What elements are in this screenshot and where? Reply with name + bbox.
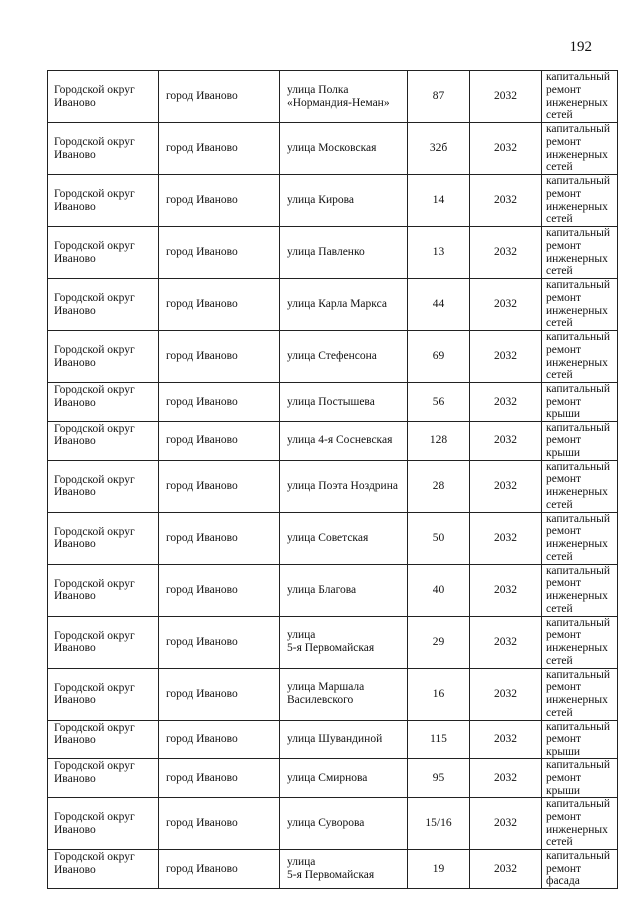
city-cell: город Иваново bbox=[159, 460, 280, 512]
city-cell: город Иваново bbox=[159, 720, 280, 759]
house-number-cell: 29 bbox=[408, 616, 470, 668]
house-number-cell: 13 bbox=[408, 227, 470, 279]
city-cell: город Иваново bbox=[159, 279, 280, 331]
work-type-cell bbox=[542, 279, 618, 331]
street-text: улица Шувандиной bbox=[287, 733, 383, 746]
okrug-cell bbox=[48, 331, 159, 383]
table-row bbox=[48, 668, 618, 720]
street-text: улица Московская bbox=[287, 142, 377, 155]
page-number: 192 bbox=[569, 39, 592, 55]
street-text: улица 5-я Первомайская bbox=[287, 629, 375, 655]
okrug-text: Городской округ Иваново bbox=[54, 188, 135, 213]
okrug-text: Городской округ Иваново bbox=[54, 84, 135, 109]
house-number-cell: 56 bbox=[408, 383, 470, 422]
street-cell bbox=[280, 616, 408, 668]
city-cell: город Иваново bbox=[159, 668, 280, 720]
year-cell: 2032 bbox=[470, 227, 542, 279]
okrug-text: Городской округ Иваново bbox=[54, 136, 135, 161]
okrug-text: Городской округ Иваново bbox=[54, 629, 135, 655]
table-row bbox=[48, 383, 618, 422]
work-type-cell bbox=[542, 71, 618, 123]
street-cell bbox=[280, 668, 408, 720]
street-text: улица Полка «Нормандия-Неман» bbox=[287, 83, 390, 109]
work-type-cell bbox=[542, 227, 618, 279]
street-text: улица Поэта Ноздрина bbox=[287, 479, 398, 492]
street-cell bbox=[280, 564, 408, 616]
okrug-cell bbox=[48, 668, 159, 720]
year-cell: 2032 bbox=[470, 798, 542, 850]
okrug-cell bbox=[48, 460, 159, 512]
street-cell bbox=[280, 331, 408, 383]
okrug-text: Городской округ Иваново bbox=[54, 384, 135, 409]
work-text: капитальный ремонт инженерных сетей bbox=[546, 668, 611, 719]
year-cell: 2032 bbox=[470, 512, 542, 564]
okrug-text: Городской округ Иваново bbox=[54, 422, 135, 448]
work-text: капитальный ремонт инженерных сетей bbox=[546, 331, 611, 382]
work-text: капитальный ремонт инженерных сетей bbox=[546, 798, 611, 849]
house-number-cell: 15/16 bbox=[408, 798, 470, 850]
okrug-text: Городской округ Иваново bbox=[54, 292, 135, 317]
okrug-cell bbox=[48, 564, 159, 616]
year-cell: 2032 bbox=[470, 759, 542, 798]
okrug-text: Городской округ Иваново bbox=[54, 721, 135, 747]
street-text: улица Смирнова bbox=[287, 771, 368, 784]
housing-repair-table bbox=[47, 70, 618, 889]
okrug-text: Городской округ Иваново bbox=[54, 760, 135, 785]
work-type-cell bbox=[542, 123, 618, 175]
street-cell bbox=[280, 460, 408, 512]
street-cell bbox=[280, 123, 408, 175]
year-cell: 2032 bbox=[470, 279, 542, 331]
work-text: капитальный ремонт инженерных сетей bbox=[546, 123, 611, 174]
work-text: капитальный ремонт крыши bbox=[546, 720, 611, 758]
street-text: улица 4-я Сосневская bbox=[287, 434, 393, 447]
year-cell: 2032 bbox=[470, 421, 542, 460]
work-text: капитальный ремонт крыши bbox=[546, 759, 611, 797]
street-text: улица 5-я Первомайская bbox=[287, 856, 375, 882]
okrug-cell bbox=[48, 421, 159, 460]
table-row bbox=[48, 720, 618, 759]
house-number-cell: 50 bbox=[408, 512, 470, 564]
year-cell: 2032 bbox=[470, 720, 542, 759]
work-type-cell bbox=[542, 564, 618, 616]
street-text: улица Карла Маркса bbox=[287, 298, 387, 311]
okrug-cell bbox=[48, 720, 159, 759]
table-row bbox=[48, 564, 618, 616]
street-cell bbox=[280, 421, 408, 460]
work-type-cell bbox=[542, 331, 618, 383]
street-cell bbox=[280, 720, 408, 759]
work-type-cell bbox=[542, 720, 618, 759]
work-type-cell bbox=[542, 616, 618, 668]
city-cell: город Иваново bbox=[159, 175, 280, 227]
year-cell: 2032 bbox=[470, 123, 542, 175]
work-text: капитальный ремонт инженерных сетей bbox=[546, 175, 611, 226]
city-cell: город Иваново bbox=[159, 798, 280, 850]
street-text: улица Стефенсона bbox=[287, 350, 377, 363]
year-cell: 2032 bbox=[470, 331, 542, 383]
work-type-cell bbox=[542, 175, 618, 227]
city-cell: город Иваново bbox=[159, 759, 280, 798]
work-type-cell bbox=[542, 798, 618, 850]
house-number-cell: 16 bbox=[408, 668, 470, 720]
house-number-cell: 69 bbox=[408, 331, 470, 383]
street-text: улица Маршала Василевского bbox=[287, 681, 365, 707]
city-cell: город Иваново bbox=[159, 564, 280, 616]
okrug-text: Городской округ Иваново bbox=[54, 811, 135, 836]
street-cell bbox=[280, 759, 408, 798]
okrug-text: Городской округ Иваново bbox=[54, 851, 135, 876]
okrug-cell bbox=[48, 279, 159, 331]
city-cell: город Иваново bbox=[159, 616, 280, 668]
street-cell bbox=[280, 175, 408, 227]
work-text: капитальный ремонт инженерных сетей bbox=[546, 71, 611, 122]
okrug-text: Городской округ Иваново bbox=[54, 240, 135, 265]
work-type-cell bbox=[542, 759, 618, 798]
street-text: улица Постышева bbox=[287, 395, 375, 408]
work-type-cell bbox=[542, 383, 618, 422]
work-text: капитальный ремонт инженерных сетей bbox=[546, 227, 611, 278]
okrug-cell bbox=[48, 175, 159, 227]
year-cell: 2032 bbox=[470, 175, 542, 227]
house-number-cell: 44 bbox=[408, 279, 470, 331]
street-cell bbox=[280, 71, 408, 123]
okrug-text: Городской округ Иваново bbox=[54, 577, 135, 603]
year-cell: 2032 bbox=[470, 616, 542, 668]
street-cell bbox=[280, 383, 408, 422]
house-number-cell: 14 bbox=[408, 175, 470, 227]
work-type-cell bbox=[542, 668, 618, 720]
street-cell bbox=[280, 512, 408, 564]
city-cell: город Иваново bbox=[159, 512, 280, 564]
street-text: улица Советская bbox=[287, 531, 369, 544]
work-text: капитальный ремонт фасада bbox=[546, 850, 611, 888]
year-cell: 2032 bbox=[470, 383, 542, 422]
table-row bbox=[48, 331, 618, 383]
work-type-cell bbox=[542, 460, 618, 512]
year-cell: 2032 bbox=[470, 564, 542, 616]
house-number-cell: 19 bbox=[408, 850, 470, 889]
street-text: улица Павленко bbox=[287, 246, 365, 259]
okrug-text: Городской округ Иваново bbox=[54, 681, 135, 707]
table-row bbox=[48, 227, 618, 279]
table-row bbox=[48, 460, 618, 512]
work-type-cell bbox=[542, 850, 618, 889]
table-row bbox=[48, 123, 618, 175]
city-cell: город Иваново bbox=[159, 71, 280, 123]
year-cell: 2032 bbox=[470, 668, 542, 720]
year-cell: 2032 bbox=[470, 850, 542, 889]
street-text: улица Благова bbox=[287, 583, 357, 596]
okrug-cell bbox=[48, 71, 159, 123]
okrug-text: Городской округ Иваново bbox=[54, 525, 135, 551]
city-cell: город Иваново bbox=[159, 331, 280, 383]
table-row bbox=[48, 175, 618, 227]
street-text: улица Кирова bbox=[287, 194, 354, 207]
work-type-cell bbox=[542, 512, 618, 564]
work-text: капитальный ремонт крыши bbox=[546, 421, 611, 459]
city-cell: город Иваново bbox=[159, 421, 280, 460]
okrug-cell bbox=[48, 123, 159, 175]
table-row bbox=[48, 279, 618, 331]
work-text: капитальный ремонт инженерных сетей bbox=[546, 279, 611, 330]
street-text: улица Суворова bbox=[287, 817, 365, 830]
table-row bbox=[48, 421, 618, 460]
work-text: капитальный ремонт инженерных сетей bbox=[546, 512, 611, 563]
table-row bbox=[48, 512, 618, 564]
okrug-cell bbox=[48, 383, 159, 422]
table-row bbox=[48, 850, 618, 889]
okrug-cell bbox=[48, 227, 159, 279]
house-number-cell: 32б bbox=[408, 123, 470, 175]
work-text: капитальный ремонт крыши bbox=[546, 383, 611, 421]
okrug-cell bbox=[48, 850, 159, 889]
work-type-cell bbox=[542, 421, 618, 460]
work-text: капитальный ремонт инженерных сетей bbox=[546, 616, 611, 667]
work-text: капитальный ремонт инженерных сетей bbox=[546, 564, 611, 615]
city-cell: город Иваново bbox=[159, 850, 280, 889]
house-number-cell: 87 bbox=[408, 71, 470, 123]
city-cell: город Иваново bbox=[159, 227, 280, 279]
okrug-text: Городской округ Иваново bbox=[54, 344, 135, 369]
okrug-cell bbox=[48, 759, 159, 798]
street-cell bbox=[280, 279, 408, 331]
year-cell: 2032 bbox=[470, 71, 542, 123]
house-number-cell: 115 bbox=[408, 720, 470, 759]
okrug-text: Городской округ Иваново bbox=[54, 473, 135, 499]
okrug-cell bbox=[48, 798, 159, 850]
table-row bbox=[48, 759, 618, 798]
city-cell: город Иваново bbox=[159, 123, 280, 175]
house-number-cell: 128 bbox=[408, 421, 470, 460]
table-row bbox=[48, 71, 618, 123]
street-cell bbox=[280, 227, 408, 279]
house-number-cell: 95 bbox=[408, 759, 470, 798]
table-row bbox=[48, 616, 618, 668]
year-cell: 2032 bbox=[470, 460, 542, 512]
house-number-cell: 28 bbox=[408, 460, 470, 512]
work-text: капитальный ремонт инженерных сетей bbox=[546, 460, 611, 511]
table-body bbox=[48, 71, 618, 889]
table-row bbox=[48, 798, 618, 850]
street-cell bbox=[280, 850, 408, 889]
okrug-cell bbox=[48, 512, 159, 564]
street-cell bbox=[280, 798, 408, 850]
okrug-cell bbox=[48, 616, 159, 668]
city-cell: город Иваново bbox=[159, 383, 280, 422]
house-number-cell: 40 bbox=[408, 564, 470, 616]
